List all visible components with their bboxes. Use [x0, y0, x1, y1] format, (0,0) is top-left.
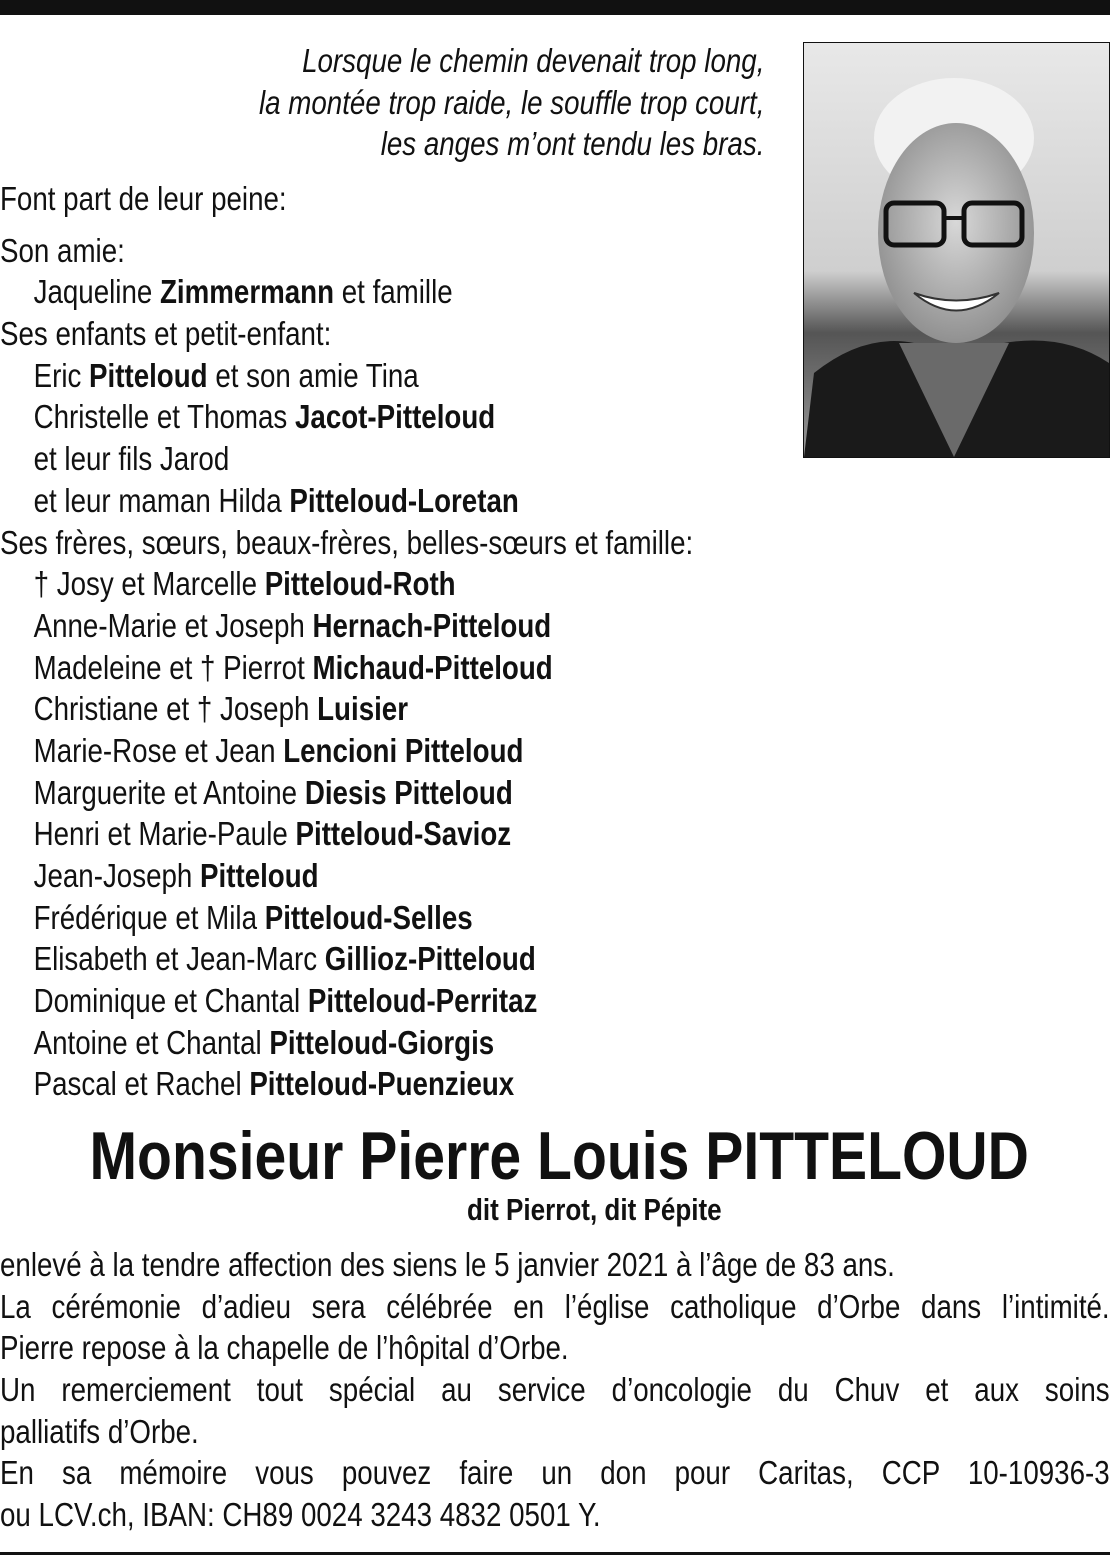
body-line: ou LCV.ch, IBAN: CH89 0024 3243 4832 0501 Y. — [0, 1496, 601, 1534]
family-member-line — [0, 647, 1110, 689]
family-member-line — [0, 897, 1110, 939]
body-line: Un remerciement tout spécial au service d’oncologie du Chuv et aux soins — [0, 1371, 1110, 1409]
text: Elisabeth et Jean-Marc — [33, 940, 325, 978]
quote-line: Lorsque le chemin devenait trop long, — [302, 42, 765, 79]
family-group-heading — [0, 313, 1110, 355]
text: Jean-Joseph — [33, 857, 201, 894]
family-member-line — [0, 938, 1110, 980]
surname: Pitteloud-Puenzieux — [249, 1065, 515, 1103]
text: Frédérique et Mila — [33, 898, 265, 936]
surname: Pitteloud-Perritaz — [307, 982, 538, 1020]
surname: Michaud-Pitteloud — [312, 648, 553, 686]
text: Dominique et Chantal — [33, 982, 308, 1020]
family-member-line — [0, 688, 1110, 730]
text: Madeleine et † Pierrot — [33, 648, 313, 686]
text: et famille — [334, 273, 453, 311]
family-member-line — [0, 480, 1110, 522]
family-member-line — [0, 396, 1110, 438]
family-member-line — [0, 605, 1110, 647]
text: Jaqueline — [33, 273, 160, 311]
family-member-line — [0, 438, 1110, 480]
text: et leur fils Jarod — [33, 440, 230, 478]
surname: Gillioz-Pitteloud — [324, 940, 536, 978]
body-line: palliatifs d’Orbe. — [0, 1412, 199, 1450]
text: Ses enfants et petit-enfant: — [0, 315, 332, 353]
family-list — [0, 178, 1110, 1105]
surname: Pitteloud-Giorgis — [269, 1023, 495, 1061]
quote-line: la montée trop raide, le souffle trop court, — [259, 83, 765, 121]
family-member-line — [0, 813, 1110, 855]
epigraph-quote — [0, 40, 764, 165]
family-group-heading — [0, 230, 1110, 272]
text: et leur maman Hilda — [33, 481, 290, 519]
text: Marguerite et Antoine — [33, 773, 305, 811]
text: Ses frères, sœurs, beaux-frères, belles-sœurs et famille: — [0, 523, 694, 561]
quote-line: les anges m’ont tendu les bras. — [380, 125, 765, 163]
body-line: La cérémonie d’adieu sera célébrée en l’église catholique d’Orbe dans l’intimité. — [0, 1287, 1110, 1325]
nicknames-line — [0, 1190, 1110, 1230]
text: et son amie Tina — [207, 356, 419, 394]
text: Marie-Rose et Jean — [33, 731, 284, 769]
family-member-line — [0, 772, 1110, 814]
surname: Hernach-Pitteloud — [312, 606, 552, 644]
surname: Luisier — [317, 690, 409, 728]
text: Christiane et † Joseph — [33, 690, 318, 728]
family-member-line — [0, 730, 1110, 772]
text: † Josy et Marcelle — [33, 565, 265, 603]
text: Eric — [33, 356, 90, 394]
family-member-line — [0, 271, 1110, 313]
family-group-heading — [0, 178, 1110, 220]
surname: Pitteloud-Savioz — [295, 815, 512, 853]
text: Antoine et Chantal — [33, 1023, 270, 1061]
surname: Lencioni Pitteloud — [283, 731, 524, 769]
text: Henri et Marie-Paule — [33, 815, 296, 853]
nicknames: dit Pierrot, dit Pépite — [467, 1192, 723, 1227]
text: Pascal et Rachel — [33, 1065, 250, 1103]
family-member-line — [0, 1063, 1110, 1105]
family-member-line — [0, 355, 1110, 397]
surname: Pitteloud — [89, 356, 208, 394]
surname: Diesis Pitteloud — [304, 773, 513, 811]
announcement-body — [0, 1244, 1110, 1536]
family-member-line — [0, 563, 1110, 605]
deceased-name-heading — [0, 1118, 1110, 1194]
family-member-line — [0, 855, 1110, 897]
text: Anne-Marie et Joseph — [33, 606, 313, 644]
surname: Zimmermann — [159, 273, 335, 311]
deceased-name: Monsieur Pierre Louis PITTELOUD — [89, 1118, 1029, 1194]
bottom-rule — [0, 1552, 1110, 1555]
text: Font part de leur peine: — [0, 180, 287, 217]
family-member-line — [0, 980, 1110, 1022]
text: Christelle et Thomas — [33, 398, 295, 436]
body-line: En sa mémoire vous pouvez faire un don pour Caritas, CCP 10-10936-3 — [0, 1454, 1110, 1492]
family-group-heading — [0, 522, 1110, 564]
surname: Pitteloud-Roth — [264, 565, 456, 603]
surname: Pitteloud-Selles — [264, 898, 473, 936]
surname: Pitteloud-Loretan — [289, 481, 519, 519]
text: Son amie: — [0, 231, 125, 269]
surname: Jacot-Pitteloud — [294, 398, 496, 436]
family-member-line — [0, 1022, 1110, 1064]
body-line: Pierre repose à la chapelle de l’hôpital d’Orbe. — [0, 1329, 569, 1367]
top-rule — [0, 0, 1110, 15]
body-line: enlevé à la tendre affection des siens le 5 janvier 2021 à l’âge de 83 ans. — [0, 1246, 895, 1283]
surname: Pitteloud — [200, 857, 319, 894]
